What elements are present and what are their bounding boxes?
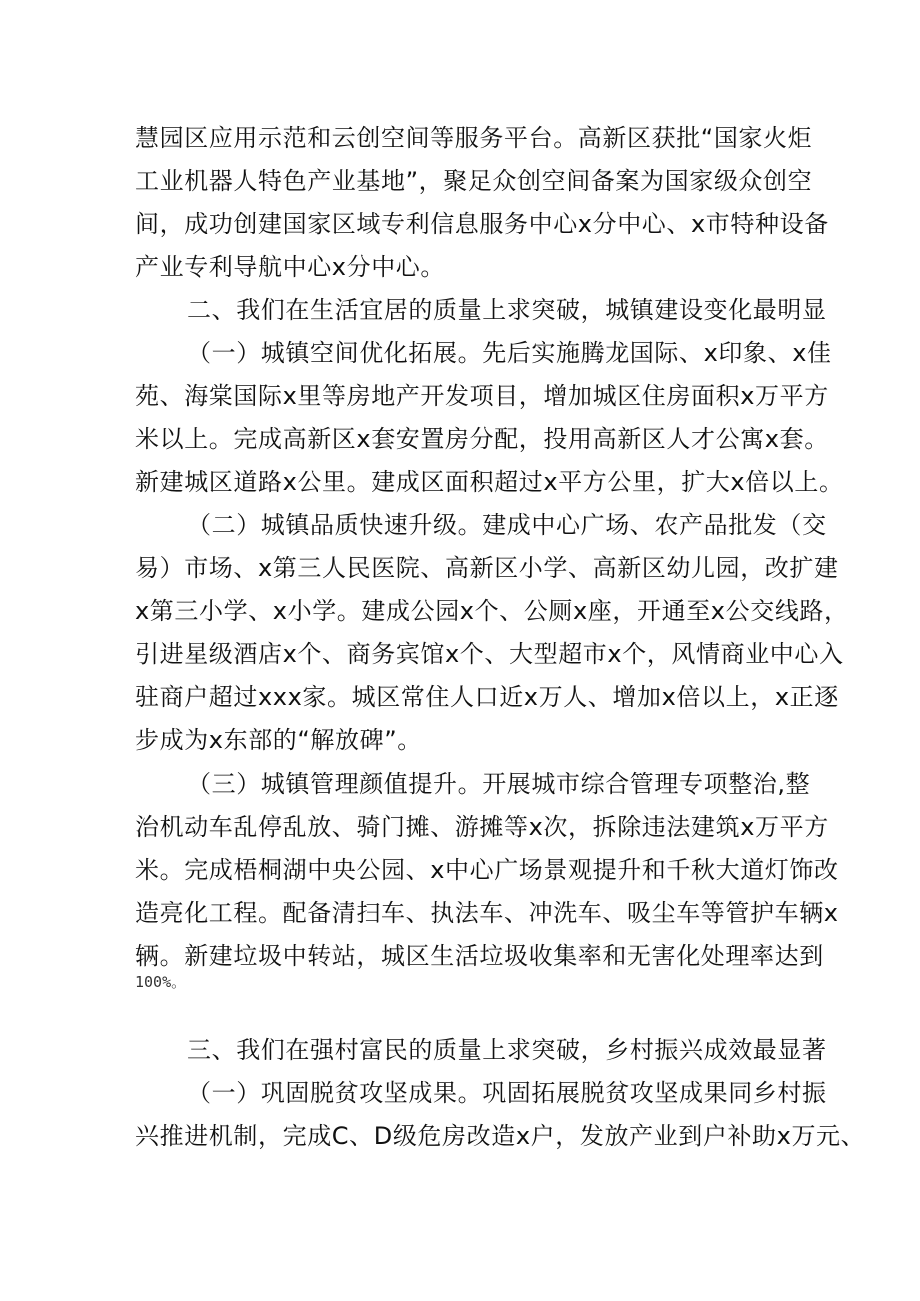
section-heading: 二、我们在生活宜居的质量上求突破，城镇建设变化最明显 [187, 296, 827, 324]
text-line: 间，成功创建国家区域专利信息服务中心x分中心、x市特种设备 [135, 210, 829, 238]
text-line: 苑、海棠国际x里等房地产开发项目，增加城区住房面积x万平方 [135, 382, 829, 410]
text-line: 米。完成梧桐湖中央公园、x中心广场景观提升和千秋大道灯饰改 [135, 856, 839, 884]
text-line: x第三小学、x小学。建成公园x个、公厕x座，开通至x公交线路， [135, 597, 849, 625]
text-line: 慧园区应用示范和云创空间等服务平台。高新区获批“国家火炬 [135, 124, 813, 152]
text-line: 辆。新建垃圾中转站，城区生活垃圾收集率和无害化处理率达到 [135, 942, 824, 970]
text-line: 治机动车乱停乱放、骑门摊、游摊等x次，拆除违法建筑x万平方 [135, 813, 829, 841]
text-line: 造亮化工程。配备清扫车、执法车、冲洗车、吸尘车等管护车辆x [135, 899, 839, 927]
text-line: 工业机器人特色产业基地”，聚足众创空间备案为国家级众创空 [135, 167, 813, 195]
subsection-line: （一）城镇空间优化拓展。先后实施腾龙国际、x印象、x佳 [187, 339, 832, 367]
text-line: 新建城区道路x公里。建成区面积超过x平方公里，扩大x倍以上。 [135, 468, 844, 496]
text-line: 产业专利导航中心x分中心。 [135, 253, 446, 281]
text-line: 100%。 [135, 973, 187, 991]
text-line: 引进星级酒店x个、商务宾馆x个、大型超市x个，风情商业中心入 [135, 640, 844, 668]
subsection-line: （三）城镇管理颜值提升。开展城市综合管理专项整治,整 [187, 770, 811, 798]
text-line: 易）市场、x第三人民医院、高新区小学、高新区幼儿园，改扩建 [135, 554, 839, 582]
subsection-line: （二）城镇品质快速升级。建成中心广场、农产品批发（交 [187, 511, 827, 539]
text-line: 步成为x东部的“解放碑”。 [135, 726, 422, 754]
section-heading: 三、我们在强村富民的质量上求突破，乡村振兴成效最显著 [187, 1036, 827, 1064]
subsection-line: （一）巩固脱贫攻坚成果。巩固拓展脱贫攻坚成果同乡村振 [187, 1079, 827, 1107]
text-line: 驻商户超过xxx家。城区常住人口近x万人、增加x倍以上，x正逐 [135, 683, 839, 711]
text-line: 兴推进机制，完成C、D级危房改造x户，发放产业到户补助x万元、 [135, 1122, 866, 1150]
text-line: 米以上。完成高新区x套安置房分配，投用高新区人才公寓x套。 [135, 425, 829, 453]
